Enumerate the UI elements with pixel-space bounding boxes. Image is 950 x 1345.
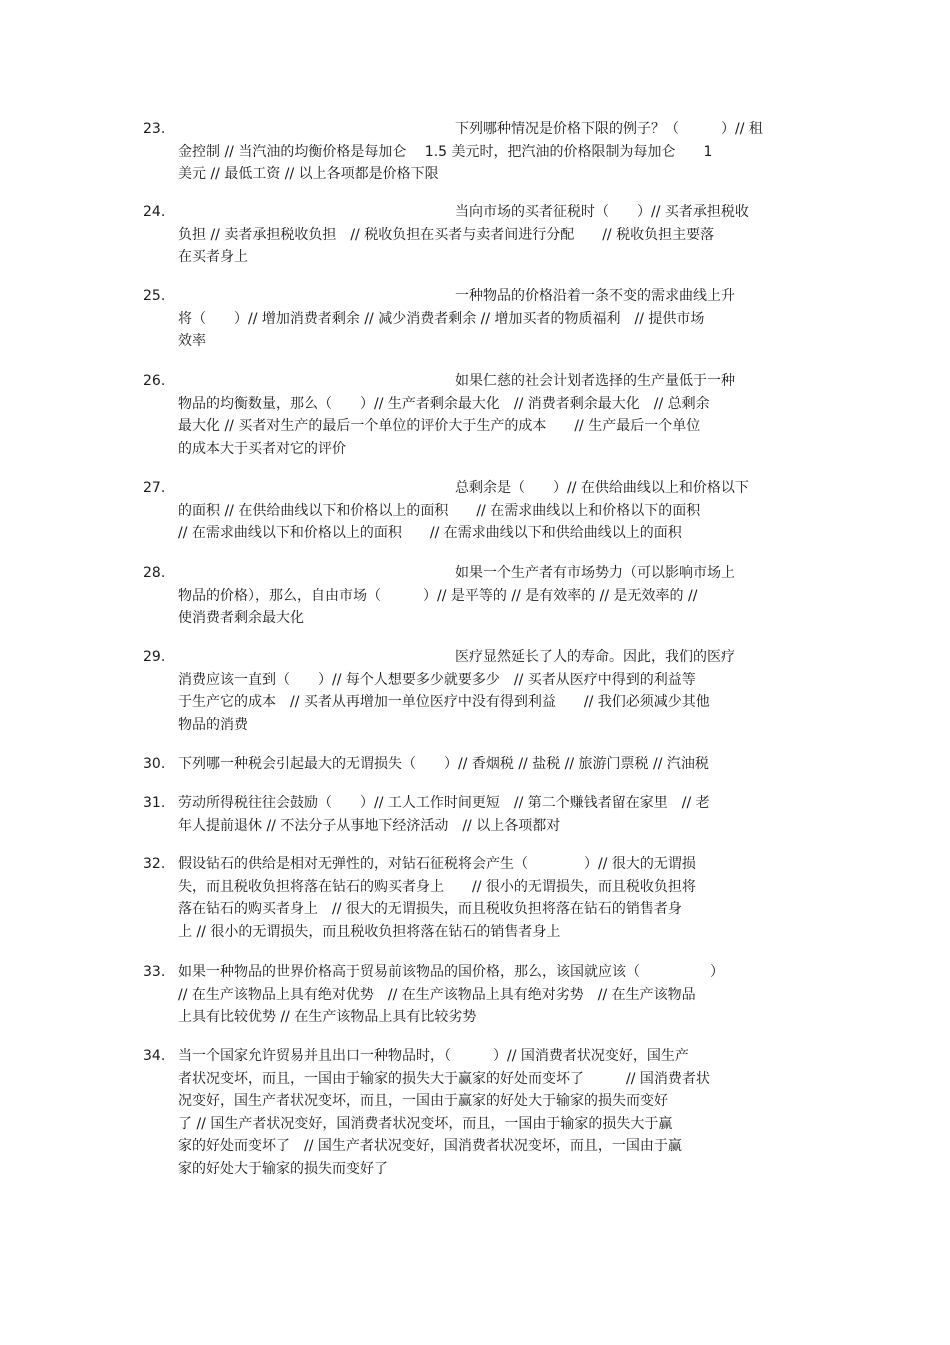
- question-line: 假设钻石的供给是相对无弹性的，对钻石征税将会产生（ ）// 很大的无谓损: [178, 856, 696, 872]
- question-30: [143, 753, 803, 776]
- question-line: 总剩余是（ ）// 在供给曲线以上和价格以下: [455, 480, 749, 496]
- question-text: [178, 1045, 803, 1180]
- question-line: 消费应该一直到（ ）// 每个人想要多少就要多少 // 买者从医疗中得到的利益等: [178, 671, 696, 688]
- question-line: // 在需求曲线以下和价格以上的面积 // 在需求曲线以下和供给曲线以上的面积: [178, 525, 682, 541]
- question-line: 物品的均衡数量，那么（ ）// 生产者剩余最大化 // 消费者剩余最大化 // 总剩余: [178, 395, 710, 412]
- question-line: 一种物品的价格沿着一条不变的需求曲线上升: [455, 288, 735, 304]
- question-line: 当向市场的买者征税时（ ）// 买者承担税收: [455, 204, 749, 220]
- question-line: 落在钻石的购买者身上 // 很大的无谓损失，而且税收负担将落在钻石的销售者身: [178, 901, 682, 917]
- question-32: [143, 853, 803, 943]
- question-text: [178, 792, 803, 837]
- question-line: 将（ ）// 增加消费者剩余 // 减少消费者剩余 // 增加买者的物质福利 // 提供市场: [178, 310, 705, 327]
- question-33: [143, 961, 803, 1029]
- question-number: 31.: [143, 795, 166, 811]
- question-line: 效率: [178, 333, 206, 349]
- question-line: // 在生产该物品上具有绝对优势 // 在生产该物品上具有绝对劣势 // 在生产该物品: [178, 986, 696, 1003]
- question-line: 了 // 国生产者状况变好，国消费者状况变坏，而且，一国由于输家的损失大于赢: [178, 1115, 673, 1132]
- question-line: 金控制 // 当汽油的均衡价格是每加仑 1.5 美元时，把汽油的价格限制为每加仑 1: [178, 143, 713, 160]
- question-text: [178, 118, 803, 186]
- question-line: 物品的价格），那么，自由市场（ ）// 是平等的 // 是有效率的 // 是无效率的 //: [178, 587, 698, 604]
- question-line: 当一个国家允许贸易并且出口一种物品时，（ ）// 国消费者状况变好，国生产: [178, 1048, 689, 1064]
- question-line: 医疗显然延长了人的寿命。因此，我们的医疗: [455, 649, 735, 665]
- question-number: 33.: [143, 964, 166, 980]
- question-text: [178, 370, 803, 460]
- question-line: 如果仁慈的社会计划者选择的生产量低于一种: [455, 373, 735, 389]
- question-line: 下列哪一种税会引起最大的无谓损失（ ）// 香烟税 // 盐税 // 旅游门票税 // 汽油税: [178, 756, 709, 772]
- question-number: 32.: [143, 856, 166, 872]
- question-line: 上具有比较优势 // 在生产该物品上具有比较劣势: [178, 1009, 477, 1025]
- question-28: [143, 562, 803, 630]
- question-text: [178, 285, 803, 353]
- question-number: 30.: [143, 756, 166, 772]
- question-line: 负担 // 卖者承担税收负担 // 税收负担在买者与卖者间进行分配 // 税收负担主要落: [178, 226, 715, 243]
- question-line: 的面积 // 在供给曲线以下和价格以上的面积 // 在需求曲线以上和价格以下的面积: [178, 502, 701, 519]
- question-number: 28.: [143, 565, 166, 581]
- question-line: 在买者身上: [178, 249, 248, 265]
- question-27: [143, 477, 803, 545]
- question-line: 如果一个生产者有市场势力（可以影响市场上: [455, 565, 735, 581]
- question-line: 失，而且税收负担将落在钻石的购买者身上 // 很小的无谓损失，而且税收负担将: [178, 878, 696, 895]
- question-25: [143, 285, 803, 353]
- question-line: 如果一种物品的世界价格高于贸易前该物品的国价格，那么，该国就应该（ ）: [178, 964, 724, 980]
- question-line: 家的好处大于输家的损失而变好了: [178, 1160, 388, 1177]
- question-number: 26.: [143, 373, 166, 389]
- question-31: [143, 792, 803, 837]
- question-number: 34.: [143, 1048, 166, 1064]
- question-line: 者状况变坏，而且，一国由于输家的损失大于赢家的好处而变坏了 // 国消费者状: [178, 1070, 710, 1087]
- question-line: 劳动所得税往往会鼓励（ ）// 工人工作时间更短 // 第二个赚钱者留在家里 // 老: [178, 795, 710, 811]
- question-line: 年人提前退休 // 不法分子从事地下经济活动 // 以上各项都对: [178, 817, 561, 834]
- question-26: [143, 370, 803, 460]
- question-23: [143, 118, 803, 186]
- question-text: [178, 477, 803, 545]
- question-line: 于生产它的成本 // 买者从再增加一单位医疗中没有得到利益 // 我们必须减少其他: [178, 694, 710, 710]
- question-number: 23.: [143, 121, 166, 137]
- question-line: 使消费者剩余最大化: [178, 610, 304, 626]
- question-line: 况变好，国生产者状况变坏，而且，一国由于赢家的好处大于输家的损失而变好: [178, 1093, 668, 1109]
- question-text: [178, 853, 803, 943]
- question-number: 24.: [143, 204, 166, 220]
- question-number: 29.: [143, 649, 166, 665]
- question-text: [178, 201, 803, 269]
- question-text: [178, 562, 803, 630]
- question-29: [143, 646, 803, 736]
- question-line: 上 // 很小的无谓损失，而且税收负担将落在钻石的销售者身上: [178, 923, 561, 940]
- question-24: [143, 201, 803, 269]
- question-line: 下列哪种情况是价格下限的例子？（ ）// 租: [455, 121, 763, 137]
- question-line: 物品的消费: [178, 716, 248, 733]
- question-line: 家的好处而变坏了 // 国生产者状况变好，国消费者状况变坏，而且，一国由于赢: [178, 1138, 682, 1154]
- question-line: 的成本大于买者对它的评价: [178, 440, 346, 457]
- question-line: 美元 // 最低工资 // 以上各项都是价格下限: [178, 166, 439, 182]
- question-line: 最大化 // 买者对生产的最后一个单位的评价大于生产的成本 // 生产最后一个单位: [178, 418, 701, 434]
- question-text: [178, 961, 803, 1029]
- question-34: [143, 1045, 803, 1180]
- question-number: 27.: [143, 480, 166, 496]
- question-number: 25.: [143, 288, 166, 304]
- question-text: [178, 753, 803, 776]
- question-text: [178, 646, 803, 736]
